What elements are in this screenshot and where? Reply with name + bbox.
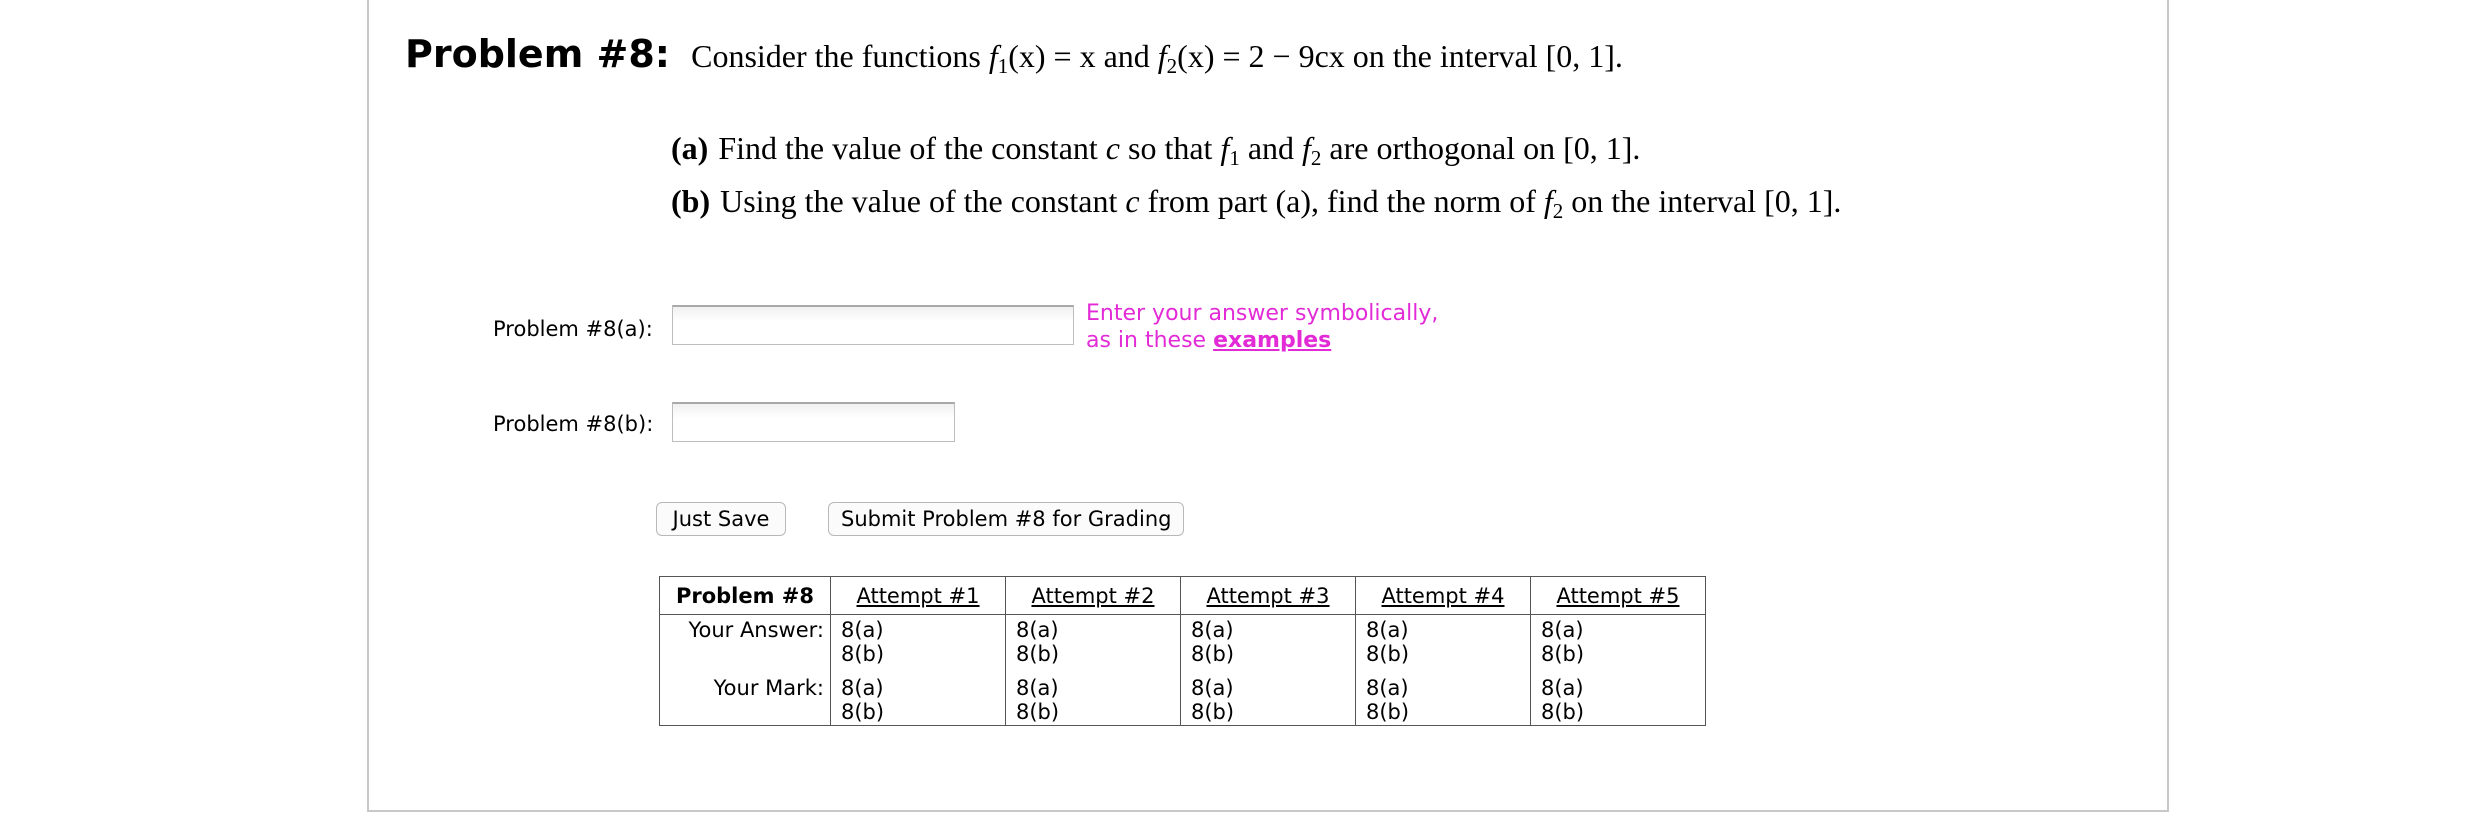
attempt-5-header[interactable]: Attempt #5 [1531, 577, 1706, 615]
attempt-4-header[interactable]: Attempt #4 [1356, 577, 1531, 615]
f2-definition: (x) = 2 − 9cx [1177, 38, 1345, 74]
interval-text: on the interval [0, 1]. [1352, 38, 1623, 74]
attempt-1-header[interactable]: Attempt #1 [831, 577, 1006, 615]
just-save-button[interactable]: Just Save [656, 502, 786, 536]
mark-cell: 8(a) 8(b) [1356, 669, 1531, 726]
attempt-cell: 8(a) 8(b) [1181, 615, 1356, 670]
mark-cell: 8(a) 8(b) [1006, 669, 1181, 726]
attempt-cell: 8(a) 8(b) [831, 615, 1006, 670]
your-mark-row [660, 669, 1706, 726]
mark-cell: 8(a) 8(b) [1181, 669, 1356, 726]
answer-hint: Enter your answer symbolically, as in these examples [1086, 301, 1439, 353]
attempts-table [659, 576, 1706, 726]
mark-cell: 8(a) 8(b) [831, 669, 1006, 726]
answer-a-input[interactable] [672, 305, 1074, 345]
attempt-cell: 8(a) 8(b) [1531, 615, 1706, 670]
mark-cell: 8(a) 8(b) [1531, 669, 1706, 726]
answer-a-label: Problem #8(a): [493, 317, 653, 341]
problem-statement [405, 32, 1623, 79]
attempt-cell: 8(a) 8(b) [1356, 615, 1531, 670]
problem-number: Problem #8: [405, 32, 670, 76]
part-a-statement: (a) Find the value of the constant c so that $f_1$ and $f_2$ are orthogonal on [0, 1]. [671, 130, 1641, 170]
answer-b-input[interactable] [672, 402, 955, 442]
attempts-table-corner: Problem #8 [660, 577, 831, 615]
examples-link[interactable]: examples [1213, 328, 1332, 353]
f1-definition: (x) = x [1008, 38, 1096, 74]
submit-grading-button[interactable]: Submit Problem #8 for Grading [828, 502, 1184, 536]
attempt-3-header[interactable]: Attempt #3 [1181, 577, 1356, 615]
your-mark-label: Your Mark: [660, 669, 831, 726]
answer-b-label: Problem #8(b): [493, 412, 654, 436]
part-b-statement: (b) Using the value of the constant c from part (a), find the norm of $f_2$ on the interval [0, 1]. [671, 183, 1842, 223]
attempt-cell: 8(a) 8(b) [1006, 615, 1181, 670]
your-answer-row [660, 615, 1706, 670]
problem-intro: Consider the functions $f_1(x) = x$ and $f_2(x) = 2 - 9cx$ on the interval [0, 1]. [691, 38, 1623, 78]
attempt-2-header[interactable]: Attempt #2 [1006, 577, 1181, 615]
your-answer-label: Your Answer: [660, 615, 831, 670]
